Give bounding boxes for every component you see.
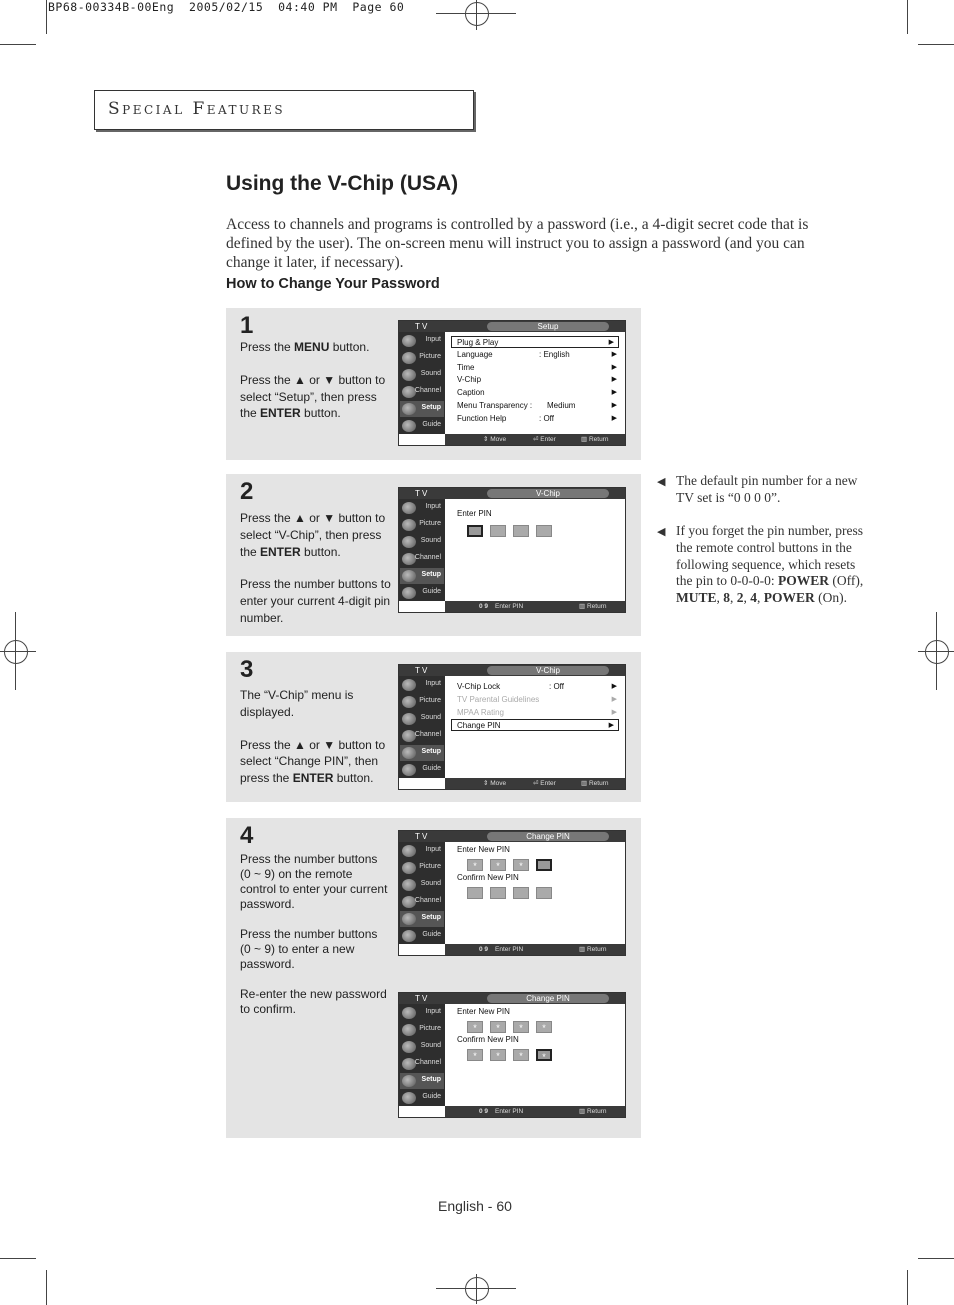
- crop-mark: [918, 1258, 954, 1259]
- pin-digit-box: [536, 859, 552, 871]
- picture-icon: [402, 1024, 416, 1036]
- note-arrow-icon: ◀: [657, 525, 666, 538]
- crop-mark: [907, 1270, 908, 1305]
- guide-icon: [402, 587, 416, 599]
- menu-body: [445, 332, 625, 434]
- menu-row-transparency: Menu Transparency : Medium ▶: [457, 401, 617, 410]
- tv-screen-vchip-menu: T V V-Chip Input Picture Sound Channel Setup Guide V-Chip Lock : Off ▶ TV Parental Guidelines ▶ MPAA Rating ▶ Change PIN ▶ ⇕ Move ⏎ Enter ▥ Return: [398, 664, 626, 790]
- step-number: 2: [240, 478, 254, 505]
- guide-icon: [402, 764, 416, 776]
- step-number: 1: [240, 312, 254, 339]
- setup-icon: [402, 913, 416, 925]
- subheading: How to Change Your Password: [226, 276, 440, 292]
- pin-digit-box: *: [490, 859, 506, 871]
- pin-digit-box: [490, 887, 506, 899]
- registration-line: [0, 651, 36, 652]
- crop-mark: [907, 0, 908, 34]
- page-footer: English - 60: [438, 1198, 512, 1214]
- channel-icon: [402, 553, 416, 565]
- crop-mark: [0, 44, 36, 45]
- sound-icon: [402, 1041, 416, 1053]
- note-forgot-pin: If you forget the pin number, press the remote control buttons in the following sequence, which resets the pin to 0-0-0-0: POWER (Off), MUTE, 8, 2, 4, POWER (On).: [676, 523, 864, 606]
- registration-mark: [465, 2, 489, 26]
- new-pin-label: Enter New PIN: [457, 1007, 510, 1016]
- intro-paragraph: Access to channels and programs is controlled by a password (i.e., a 4-digit secret code that is defined by the user). The on-screen menu will instruct you to assign a password (and you can change it later, if necessary).: [226, 216, 809, 271]
- pin-digit-box: [467, 887, 483, 899]
- menu-row-vchip-lock: V-Chip Lock : Off ▶: [457, 682, 617, 691]
- step-instructions: The “V-Chip” menu is displayed. Press the ▲ or ▼ button to select “Change PIN”, then press the ENTER button.: [240, 688, 386, 786]
- pin-label: Enter PIN: [457, 509, 492, 518]
- tv-screen-change-pin-1: T V Change PIN Input Picture Sound Channel Setup Guide Enter New PIN * * * Confirm New PIN 0 9 Enter PIN ▥ Return: [398, 830, 626, 956]
- pin-digit-box: [467, 525, 483, 537]
- pin-digit-box: [513, 525, 529, 537]
- input-icon: [402, 502, 416, 514]
- registration-line: [918, 651, 954, 652]
- tv-screen-setup: T V Setup Input Picture Sound Channel Setup Guide Plug & Play ▶ Language : English ▶ Time ▶ V-Chip ▶ Caption ▶ Menu Transparency : Medium ▶ Function Help : Off ▶ ⇕ Move ⏎ Enter ▥ Return: [398, 320, 626, 446]
- menu-row-mpaa: MPAA Rating ▶: [457, 708, 617, 717]
- confirm-pin-label: Confirm New PIN: [457, 1035, 519, 1044]
- menu-row-time: Time ▶: [457, 363, 617, 372]
- step-instructions: Press the ▲ or ▼ button to select “V-Chip”, then press the ENTER button. Press the number buttons to enter your current 4-digit pin number.: [240, 511, 391, 625]
- new-pin-label: Enter New PIN: [457, 845, 510, 854]
- menu-body: [445, 499, 625, 601]
- tv-sidebar: Input Picture Sound Channel Setup Guide: [399, 676, 445, 778]
- guide-icon: [402, 930, 416, 942]
- sound-icon: [402, 369, 416, 381]
- registration-line: [476, 0, 477, 30]
- menu-footer: ⇕ Move ⏎ Enter ▥ Return: [445, 778, 625, 789]
- channel-icon: [402, 386, 416, 398]
- input-icon: [402, 335, 416, 347]
- tv-sidebar: Input Picture Sound Channel Setup Guide: [399, 332, 445, 434]
- picture-icon: [402, 519, 416, 531]
- pin-digit-box: *: [536, 1049, 552, 1061]
- menu-body: [445, 842, 625, 944]
- step-instructions: Press the number buttons (0 ~ 9) on the remote control to enter your current password. Press the number buttons (0 ~ 9) to enter a new password. Re-enter the new password to confirm.: [240, 852, 388, 1016]
- setup-icon: [402, 403, 416, 415]
- step-number: 3: [240, 656, 254, 683]
- menu-row-change-pin: Change PIN ▶: [451, 719, 619, 731]
- menu-row-vchip: V-Chip ▶: [457, 375, 617, 384]
- pin-digit-box: *: [513, 1021, 529, 1033]
- step-3-panel: [226, 652, 641, 802]
- crop-mark: [46, 0, 47, 34]
- picture-icon: [402, 862, 416, 874]
- crop-mark: [918, 44, 954, 45]
- pin-digit-box: [536, 525, 552, 537]
- menu-row-caption: Caption ▶: [457, 388, 617, 397]
- confirm-pin-label: Confirm New PIN: [457, 873, 519, 882]
- sound-icon: [402, 713, 416, 725]
- step-instructions: Press the MENU button. Press the ▲ or ▼ button to select “Setup”, then press the ENTER button.: [240, 340, 386, 421]
- pin-digit-box: [513, 887, 529, 899]
- page-title: Using the V-Chip (USA): [226, 172, 459, 195]
- pin-digit-box: [490, 525, 506, 537]
- picture-icon: [402, 696, 416, 708]
- pin-digit-box: *: [467, 1049, 483, 1061]
- step-4-panel: [226, 818, 641, 1138]
- guide-icon: [402, 420, 416, 432]
- menu-body: [445, 676, 625, 778]
- guide-icon: [402, 1092, 416, 1104]
- print-header: BP68-00334B-00Eng 2005/02/15 04:40 PM Page 60: [48, 0, 405, 14]
- input-icon: [402, 679, 416, 691]
- menu-row-plug-play: Plug & Play ▶: [451, 336, 619, 348]
- menu-row-language: Language : English ▶: [457, 350, 617, 359]
- channel-icon: [402, 896, 416, 908]
- step-1-panel: [226, 308, 641, 460]
- setup-icon: [402, 570, 416, 582]
- step-2-panel: [226, 474, 641, 636]
- menu-footer: ⇕ Move ⏎ Enter ▥ Return: [445, 434, 625, 445]
- pin-digit-box: *: [467, 859, 483, 871]
- crop-mark: [46, 1270, 47, 1305]
- step-number: 4: [240, 822, 254, 849]
- channel-icon: [402, 1058, 416, 1070]
- registration-line: [436, 13, 516, 14]
- menu-title: V-Chip: [487, 489, 609, 498]
- sound-icon: [402, 879, 416, 891]
- menu-title: Change PIN: [487, 994, 609, 1003]
- menu-footer: 0 9 Enter PIN ▥ Return: [445, 1106, 625, 1117]
- pin-digit-box: *: [490, 1049, 506, 1061]
- menu-title: V-Chip: [487, 666, 609, 675]
- menu-title: Change PIN: [487, 832, 609, 841]
- pin-digit-box: *: [467, 1021, 483, 1033]
- menu-footer: 0 9 Enter PIN ▥ Return: [445, 601, 625, 612]
- registration-line: [476, 1274, 477, 1304]
- menu-title: Setup: [487, 322, 609, 331]
- registration-mark: [925, 640, 949, 664]
- tv-sidebar: Input Picture Sound Channel Setup Guide: [399, 1004, 445, 1106]
- section-title: Special Features: [108, 99, 286, 119]
- pin-digit-box: *: [513, 859, 529, 871]
- menu-footer: 0 9 Enter PIN ▥ Return: [445, 944, 625, 955]
- note-default-pin: The default pin number for a new TV set is “0 0 0 0”.: [676, 473, 858, 505]
- note-arrow-icon: ◀: [657, 475, 666, 488]
- tv-sidebar: Input Picture Sound Channel Setup Guide: [399, 499, 445, 601]
- sound-icon: [402, 536, 416, 548]
- registration-mark: [465, 1277, 489, 1301]
- channel-icon: [402, 730, 416, 742]
- tv-screen-vchip-pin: T V V-Chip Input Picture Sound Channel Setup Guide Enter PIN 0 9 Enter PIN ▥ Return: [398, 487, 626, 613]
- menu-row-tv-guidelines: TV Parental Guidelines ▶: [457, 695, 617, 704]
- input-icon: [402, 845, 416, 857]
- pin-digit-box: *: [536, 1021, 552, 1033]
- setup-icon: [402, 1075, 416, 1087]
- tv-sidebar: Input Picture Sound Channel Setup Guide: [399, 842, 445, 944]
- input-icon: [402, 1007, 416, 1019]
- registration-line: [436, 1288, 516, 1289]
- menu-body: [445, 1004, 625, 1106]
- menu-row-function-help: Function Help : Off ▶: [457, 414, 617, 423]
- crop-mark: [0, 1258, 36, 1259]
- pin-digit-box: [536, 887, 552, 899]
- pin-digit-box: *: [513, 1049, 529, 1061]
- setup-icon: [402, 747, 416, 759]
- registration-mark: [4, 640, 28, 664]
- pin-digit-box: *: [490, 1021, 506, 1033]
- picture-icon: [402, 352, 416, 364]
- tv-screen-change-pin-2: T V Change PIN Input Picture Sound Channel Setup Guide Enter New PIN * * * * Confirm New PIN * * * * 0 9 Enter PIN ▥ Return: [398, 992, 626, 1118]
